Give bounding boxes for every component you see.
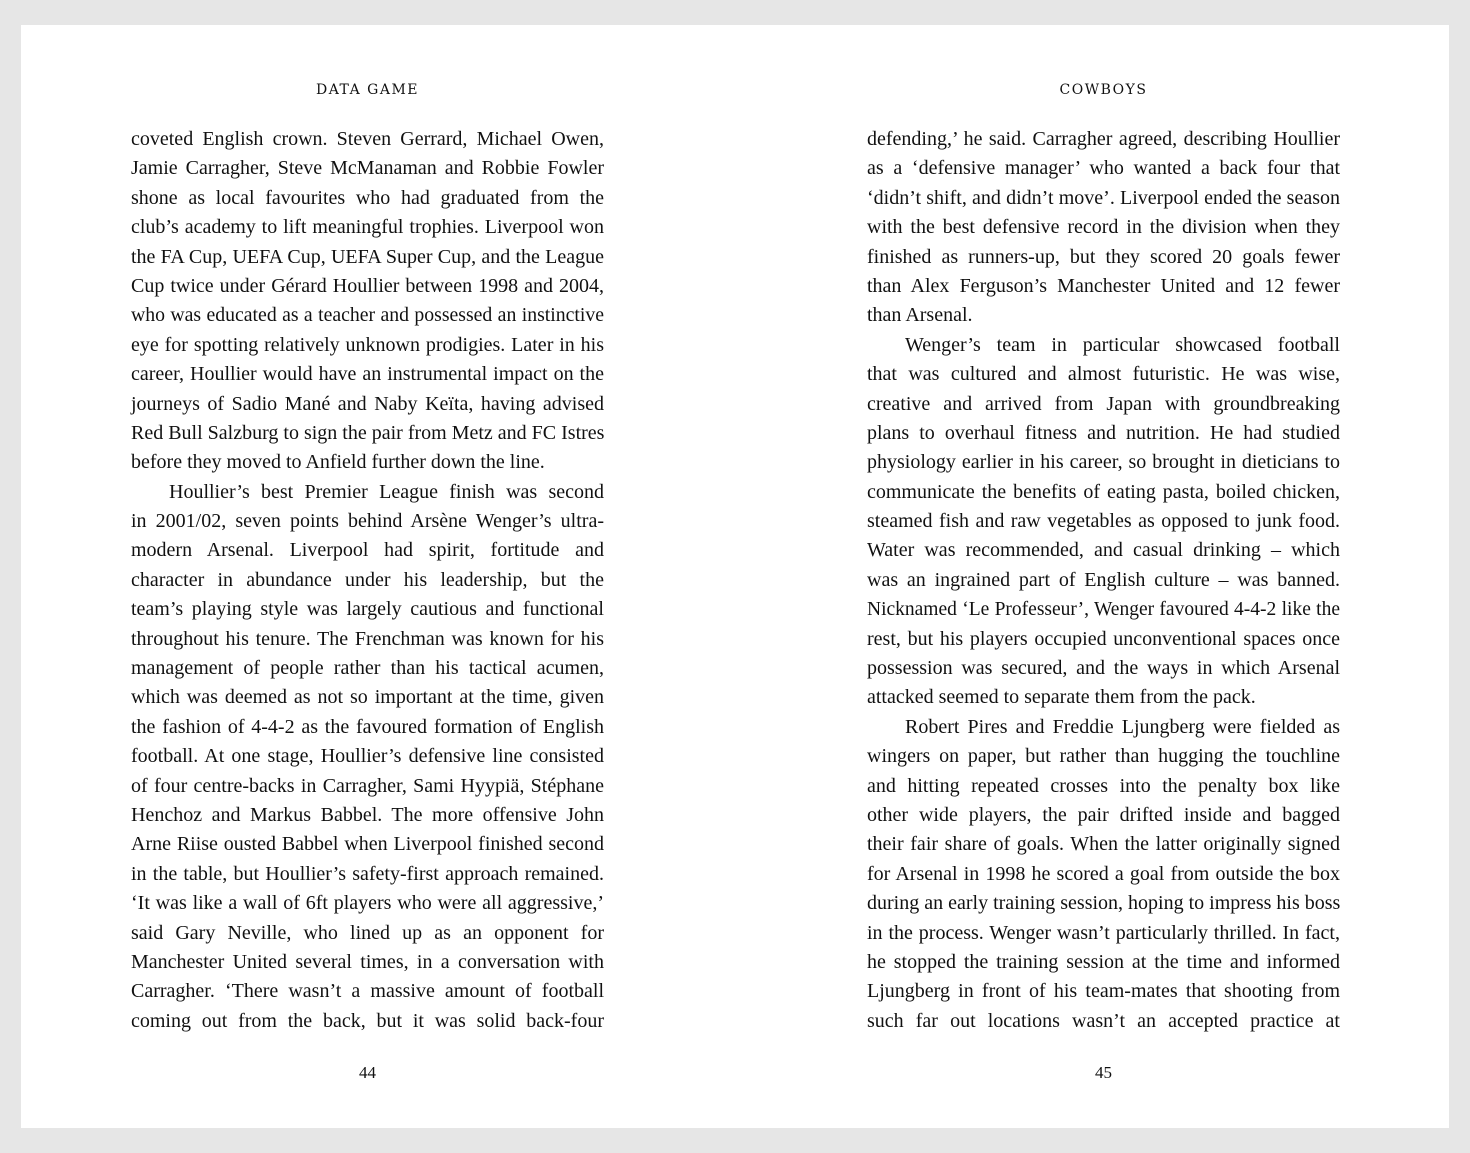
- text-line: Red Bull Salzburg to sign the pair from Metz and FC Istres: [131, 421, 605, 444]
- text-line: plans to overhaul fitness and nutrition. He had studied: [867, 421, 1340, 444]
- text-line: coveted English crown. Steven Gerrard, Michael Owen,: [131, 128, 604, 150]
- book-spread: [21, 25, 1449, 1128]
- text-line: attacked seemed to separate them from the pack.: [867, 686, 1256, 709]
- text-line: football. At one stage, Houllier’s defensive line consisted: [131, 745, 604, 768]
- running-head: COWBOYS: [1059, 82, 1148, 98]
- text-line: wingers on paper, but rather than hugging the touchline: [867, 745, 1340, 768]
- text-line: possession was secured, and the ways in which Arsenal: [867, 657, 1340, 680]
- text-line: Carragher. ‘There wasn’t a massive amount of football: [131, 980, 604, 1003]
- text-line: was an ingrained part of English culture – was banned.: [867, 568, 1340, 591]
- text-line: who was educated as a teacher and possessed an instinctive: [131, 304, 604, 327]
- text-line: Manchester United several times, in a conversation with: [131, 950, 604, 973]
- text-line: career, Houllier would have an instrumental impact on the: [131, 363, 604, 386]
- text-line: the fashion of 4-4-2 as the favoured formation of English: [131, 715, 604, 738]
- text-line: before they moved to Anfield further down the line.: [131, 451, 545, 474]
- body-text: [131, 125, 604, 1036]
- text-line: modern Arsenal. Liverpool had spirit, fortitude and: [131, 539, 604, 562]
- text-line: the FA Cup, UEFA Cup, UEFA Super Cup, and the League: [131, 245, 604, 268]
- text-line: finished as runners-up, but they scored 20 goals fewer: [867, 245, 1340, 268]
- text-line: physiology earlier in his career, so brought in dieticians to: [867, 451, 1340, 474]
- text-line: Cup twice under Gérard Houllier between 1998 and 2004,: [131, 274, 604, 297]
- text-line: coming out from the back, but it was solid back-four: [131, 1009, 604, 1032]
- text-line: than Alex Ferguson’s Manchester United and 12 fewer: [867, 274, 1340, 297]
- text-line: Arne Riise ousted Babbel when Liverpool finished second: [131, 833, 604, 856]
- text-line: Nicknamed ‘Le Professeur’, Wenger favoured 4-4-2 like the: [867, 599, 1340, 621]
- text-line: club’s academy to lift meaningful trophies. Liverpool won: [131, 216, 604, 239]
- text-line: creative and arrived from Japan with groundbreaking: [867, 392, 1340, 415]
- text-line: than Arsenal.: [867, 304, 973, 327]
- text-line: steamed fish and raw vegetables as opposed to junk food.: [867, 510, 1340, 533]
- text-line: journeys of Sadio Mané and Naby Keïta, having advised: [131, 392, 604, 415]
- text-line: character in abundance under his leadership, but the: [131, 568, 604, 591]
- text-line: in the table, but Houllier’s safety-first approach remained.: [131, 862, 604, 885]
- text-line: eye for spotting relatively unknown prodigies. Later in his: [131, 333, 604, 356]
- left-page: [131, 25, 604, 1128]
- text-line: ‘It was like a wall of 6ft players who were all aggressive,’: [131, 892, 604, 915]
- text-line: communicate the benefits of eating pasta, boiled chicken,: [867, 480, 1340, 503]
- page-number: 44: [359, 1063, 376, 1082]
- text-line: throughout his tenure. The Frenchman was known for his: [131, 627, 604, 650]
- body-text: [867, 125, 1340, 1036]
- text-line: rest, but his players occupied unconventional spaces once: [867, 627, 1340, 650]
- text-line: other wide players, the pair drifted inside and bagged: [867, 803, 1340, 826]
- text-line: Wenger’s team in particular showcased football: [905, 333, 1340, 356]
- text-line: Henchoz and Markus Babbel. The more offensive John: [131, 803, 604, 826]
- text-line: Robert Pires and Freddie Ljungberg were fielded as: [905, 715, 1340, 738]
- right-page: [867, 25, 1340, 1128]
- text-line: which was deemed as not so important at the time, given: [131, 686, 604, 709]
- text-line: shone as local favourites who had graduated from the: [131, 186, 604, 209]
- text-line: Ljungberg in front of his team-mates that shooting from: [867, 980, 1340, 1003]
- text-line: Jamie Carragher, Steve McManaman and Robbie Fowler: [131, 157, 604, 180]
- text-line: defending,’ he said. Carragher agreed, describing Houllier: [867, 128, 1340, 150]
- text-line: Water was recommended, and casual drinking – which: [867, 539, 1340, 562]
- text-line: Houllier’s best Premier League finish was second: [169, 480, 604, 503]
- text-line: that was cultured and almost futuristic. He was wise,: [867, 363, 1340, 386]
- text-line: ‘didn’t shift, and didn’t move’. Liverpool ended the season: [867, 186, 1340, 209]
- text-line: such far out locations wasn’t an accepted practice at: [867, 1009, 1340, 1032]
- text-line: of four centre-backs in Carragher, Sami Hyypiä, Stéphane: [131, 774, 604, 797]
- text-line: said Gary Neville, who lined up as an opponent for: [131, 921, 604, 944]
- text-line: during an early training session, hoping to impress his boss: [867, 892, 1341, 915]
- page-number: 45: [1095, 1063, 1112, 1082]
- running-head: DATA GAME: [315, 82, 420, 98]
- text-line: with the best defensive record in the division when they: [867, 216, 1340, 239]
- text-line: in the process. Wenger wasn’t particularly thrilled. In fact,: [867, 921, 1340, 944]
- text-line: and hitting repeated crosses into the penalty box like: [867, 774, 1340, 797]
- text-line: as a ‘defensive manager’ who wanted a back four that: [867, 157, 1340, 180]
- text-line: their fair share of goals. When the latter originally signed: [867, 833, 1340, 856]
- text-line: management of people rather than his tactical acumen,: [131, 657, 604, 680]
- text-line: in 2001/02, seven points behind Arsène Wenger’s ultra-: [131, 510, 604, 533]
- text-line: he stopped the training session at the time and informed: [867, 950, 1340, 973]
- text-line: team’s playing style was largely cautious and functional: [131, 598, 604, 621]
- text-line: for Arsenal in 1998 he scored a goal from outside the box: [867, 862, 1340, 885]
